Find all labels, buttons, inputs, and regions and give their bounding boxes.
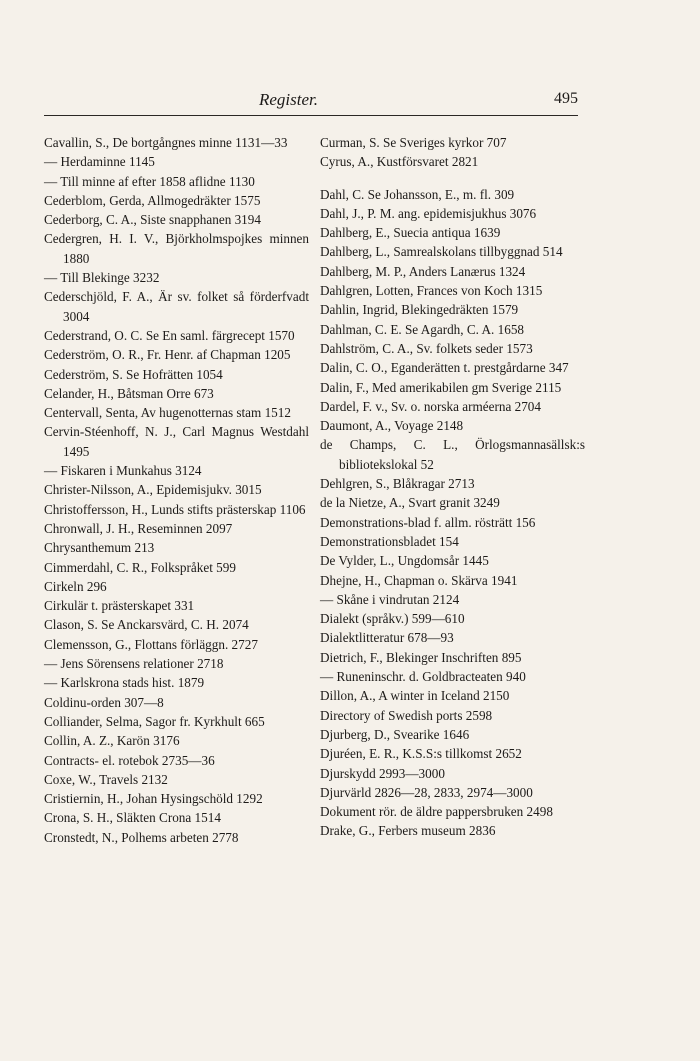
index-entry: Dahlberg, L., Samrealskolans tillbyggnad 514 bbox=[320, 244, 563, 260]
index-column-left bbox=[44, 133, 309, 847]
index-entry: Cervin-Stéenhoff, N. J., Carl Magnus Westdahl 1495 bbox=[44, 424, 309, 459]
index-entry: Cirkulär t. prästerskapet 331 bbox=[44, 598, 195, 614]
index-entry: Cedergren, H. I. V., Björkholmspojkes minnen 1880 bbox=[44, 231, 309, 266]
index-entry: Cederström, O. R., Fr. Henr. af Chapman 1205 bbox=[44, 347, 291, 363]
index-entry: de Champs, C. L., Örlogsmannasällsk:s bibliotekslokal 52 bbox=[320, 437, 585, 472]
index-entry: Clemensson, G., Flottans förläggn. 2727 bbox=[44, 636, 258, 652]
index-entry: Chrysanthemum 213 bbox=[44, 540, 155, 556]
index-entry: Collin, A. Z., Karön 3176 bbox=[44, 733, 180, 749]
index-entry: Coxe, W., Travels 2132 bbox=[44, 771, 168, 787]
index-entry: Centervall, Senta, Av hugenotternas stam 1512 bbox=[44, 405, 291, 421]
index-entry: — Herdaminne 1145 bbox=[44, 154, 155, 170]
index-entry: Daumont, A., Voyage 2148 bbox=[320, 418, 464, 434]
index-entry: Celander, H., Båtsman Orre 673 bbox=[44, 385, 214, 401]
index-entry: Cederblom, Gerda, Allmogedräkter 1575 bbox=[44, 192, 261, 208]
index-entry: — Fiskaren i Munkahus 3124 bbox=[44, 463, 202, 479]
index-entry: Dokument rör. de äldre pappersbruken 2498 bbox=[320, 804, 553, 820]
index-entry: Djurberg, D., Svearike 1646 bbox=[320, 726, 470, 742]
index-entry: Djuréen, E. R., K.S.S:s tillkomst 2652 bbox=[320, 746, 522, 762]
header-rule bbox=[44, 115, 578, 116]
index-entry: Dahl, J., P. M. ang. epidemisjukhus 3076 bbox=[320, 205, 537, 221]
index-entry: — Skåne i vindrutan 2124 bbox=[320, 591, 460, 607]
index-entry: Dillon, A., A winter in Iceland 2150 bbox=[320, 688, 510, 704]
index-entry: Cederborg, C. A., Siste snapphanen 3194 bbox=[44, 212, 261, 228]
index-entry: Directory of Swedish ports 2598 bbox=[320, 707, 493, 723]
index-entry: — Till minne af efter 1858 aflidne 1130 bbox=[44, 173, 255, 189]
index-entry: Cederström, S. Se Hofrätten 1054 bbox=[44, 366, 223, 382]
index-entry: Drake, G., Ferbers museum 2836 bbox=[320, 823, 496, 839]
index-entry: Dhejne, H., Chapman o. Skärva 1941 bbox=[320, 572, 518, 588]
index-entry: de la Nietze, A., Svart granit 3249 bbox=[320, 495, 500, 511]
index-entry: Cederschjöld, F. A., Är sv. folket så förderfvadt 3004 bbox=[44, 289, 309, 324]
index-entry: — Jens Sörensens relationer 2718 bbox=[44, 656, 224, 672]
index-entry: Christer-Nilsson, A., Epidemisjukv. 3015 bbox=[44, 482, 262, 498]
index-entry: Cyrus, A., Kustförsvaret 2821 bbox=[320, 154, 479, 170]
index-entry: Dalin, C. O., Eganderätten t. prestgårdarne 347 bbox=[320, 360, 569, 376]
index-entry: Djurskydd 2993—3000 bbox=[320, 765, 445, 781]
index-entry: Cirkeln 296 bbox=[44, 578, 107, 594]
index-entry: Coldinu-orden 307—8 bbox=[44, 694, 164, 710]
page-number: 495 bbox=[554, 90, 578, 107]
index-entry: Clason, S. Se Anckarsvärd, C. H. 2074 bbox=[44, 617, 249, 633]
index-entry: Curman, S. Se Sveriges kyrkor 707 bbox=[320, 135, 507, 150]
index-entry: Demonstrations-blad f. allm. rösträtt 156 bbox=[320, 514, 536, 530]
index-entry: Dahlman, C. E. Se Agardh, C. A. 1658 bbox=[320, 321, 525, 337]
index-entry: Chronwall, J. H., Reseminnen 2097 bbox=[44, 520, 233, 536]
index-entry: Dialektlitteratur 678—93 bbox=[320, 630, 454, 646]
index-entry: Colliander, Selma, Sagor fr. Kyrkhult 665 bbox=[44, 713, 265, 729]
index-entry: Dalin, F., Med amerikabilen gm Sverige 2115 bbox=[320, 379, 562, 395]
index-entry: Cederstrand, O. C. Se En saml. färgrecept 1570 bbox=[44, 327, 295, 343]
running-header bbox=[44, 90, 578, 114]
index-entry: Cimmerdahl, C. R., Folkspråket 599 bbox=[44, 559, 236, 575]
index-entry: Dardel, F. v., Sv. o. norska arméerna 2704 bbox=[320, 398, 541, 414]
index-entry: Christoffersson, H., Lunds stifts prästerskap 1106 bbox=[44, 501, 306, 517]
index-entry: Cavallin, S., De bortgångnes minne 1131—33 bbox=[44, 135, 288, 150]
index-entry: Dahlin, Ingrid, Blekingedräkten 1579 bbox=[320, 302, 519, 318]
index-entry: Dahlström, C. A., Sv. folkets seder 1573 bbox=[320, 340, 533, 356]
index-column-right bbox=[320, 133, 585, 841]
index-entry: Cronstedt, N., Polhems arbeten 2778 bbox=[44, 829, 239, 845]
index-entry: Dialekt (språkv.) 599—610 bbox=[320, 611, 465, 627]
index-entry: Dietrich, F., Blekinger Inschriften 895 bbox=[320, 649, 522, 665]
running-title: Register. bbox=[259, 90, 319, 109]
index-entry: Dahl, C. Se Johansson, E., m. fl. 309 bbox=[320, 186, 515, 202]
index-entry: — Till Blekinge 3232 bbox=[44, 270, 160, 286]
index-entry: Crona, S. H., Släkten Crona 1514 bbox=[44, 810, 221, 826]
index-entry: Dahlgren, Lotten, Frances von Koch 1315 bbox=[320, 283, 543, 299]
index-entry: Contracts- el. rotebok 2735—36 bbox=[44, 752, 215, 768]
index-entry: — Runeninschr. d. Goldbracteaten 940 bbox=[320, 669, 526, 685]
index-entry: — Karlskrona stads hist. 1879 bbox=[44, 675, 205, 691]
index-entry: Djurvärld 2826—28, 2833, 2974—3000 bbox=[320, 784, 533, 800]
index-entry: Cristiernin, H., Johan Hysingschöld 1292 bbox=[44, 791, 263, 807]
index-entry: Dahlberg, E., Suecia antiqua 1639 bbox=[320, 225, 501, 241]
index-entry: Demonstrationsbladet 154 bbox=[320, 533, 459, 549]
index-entry: De Vylder, L., Ungdomsår 1445 bbox=[320, 553, 489, 569]
index-entry: Dehlgren, S., Blåkragar 2713 bbox=[320, 476, 475, 492]
index-entry: Dahlberg, M. P., Anders Lanærus 1324 bbox=[320, 263, 526, 279]
